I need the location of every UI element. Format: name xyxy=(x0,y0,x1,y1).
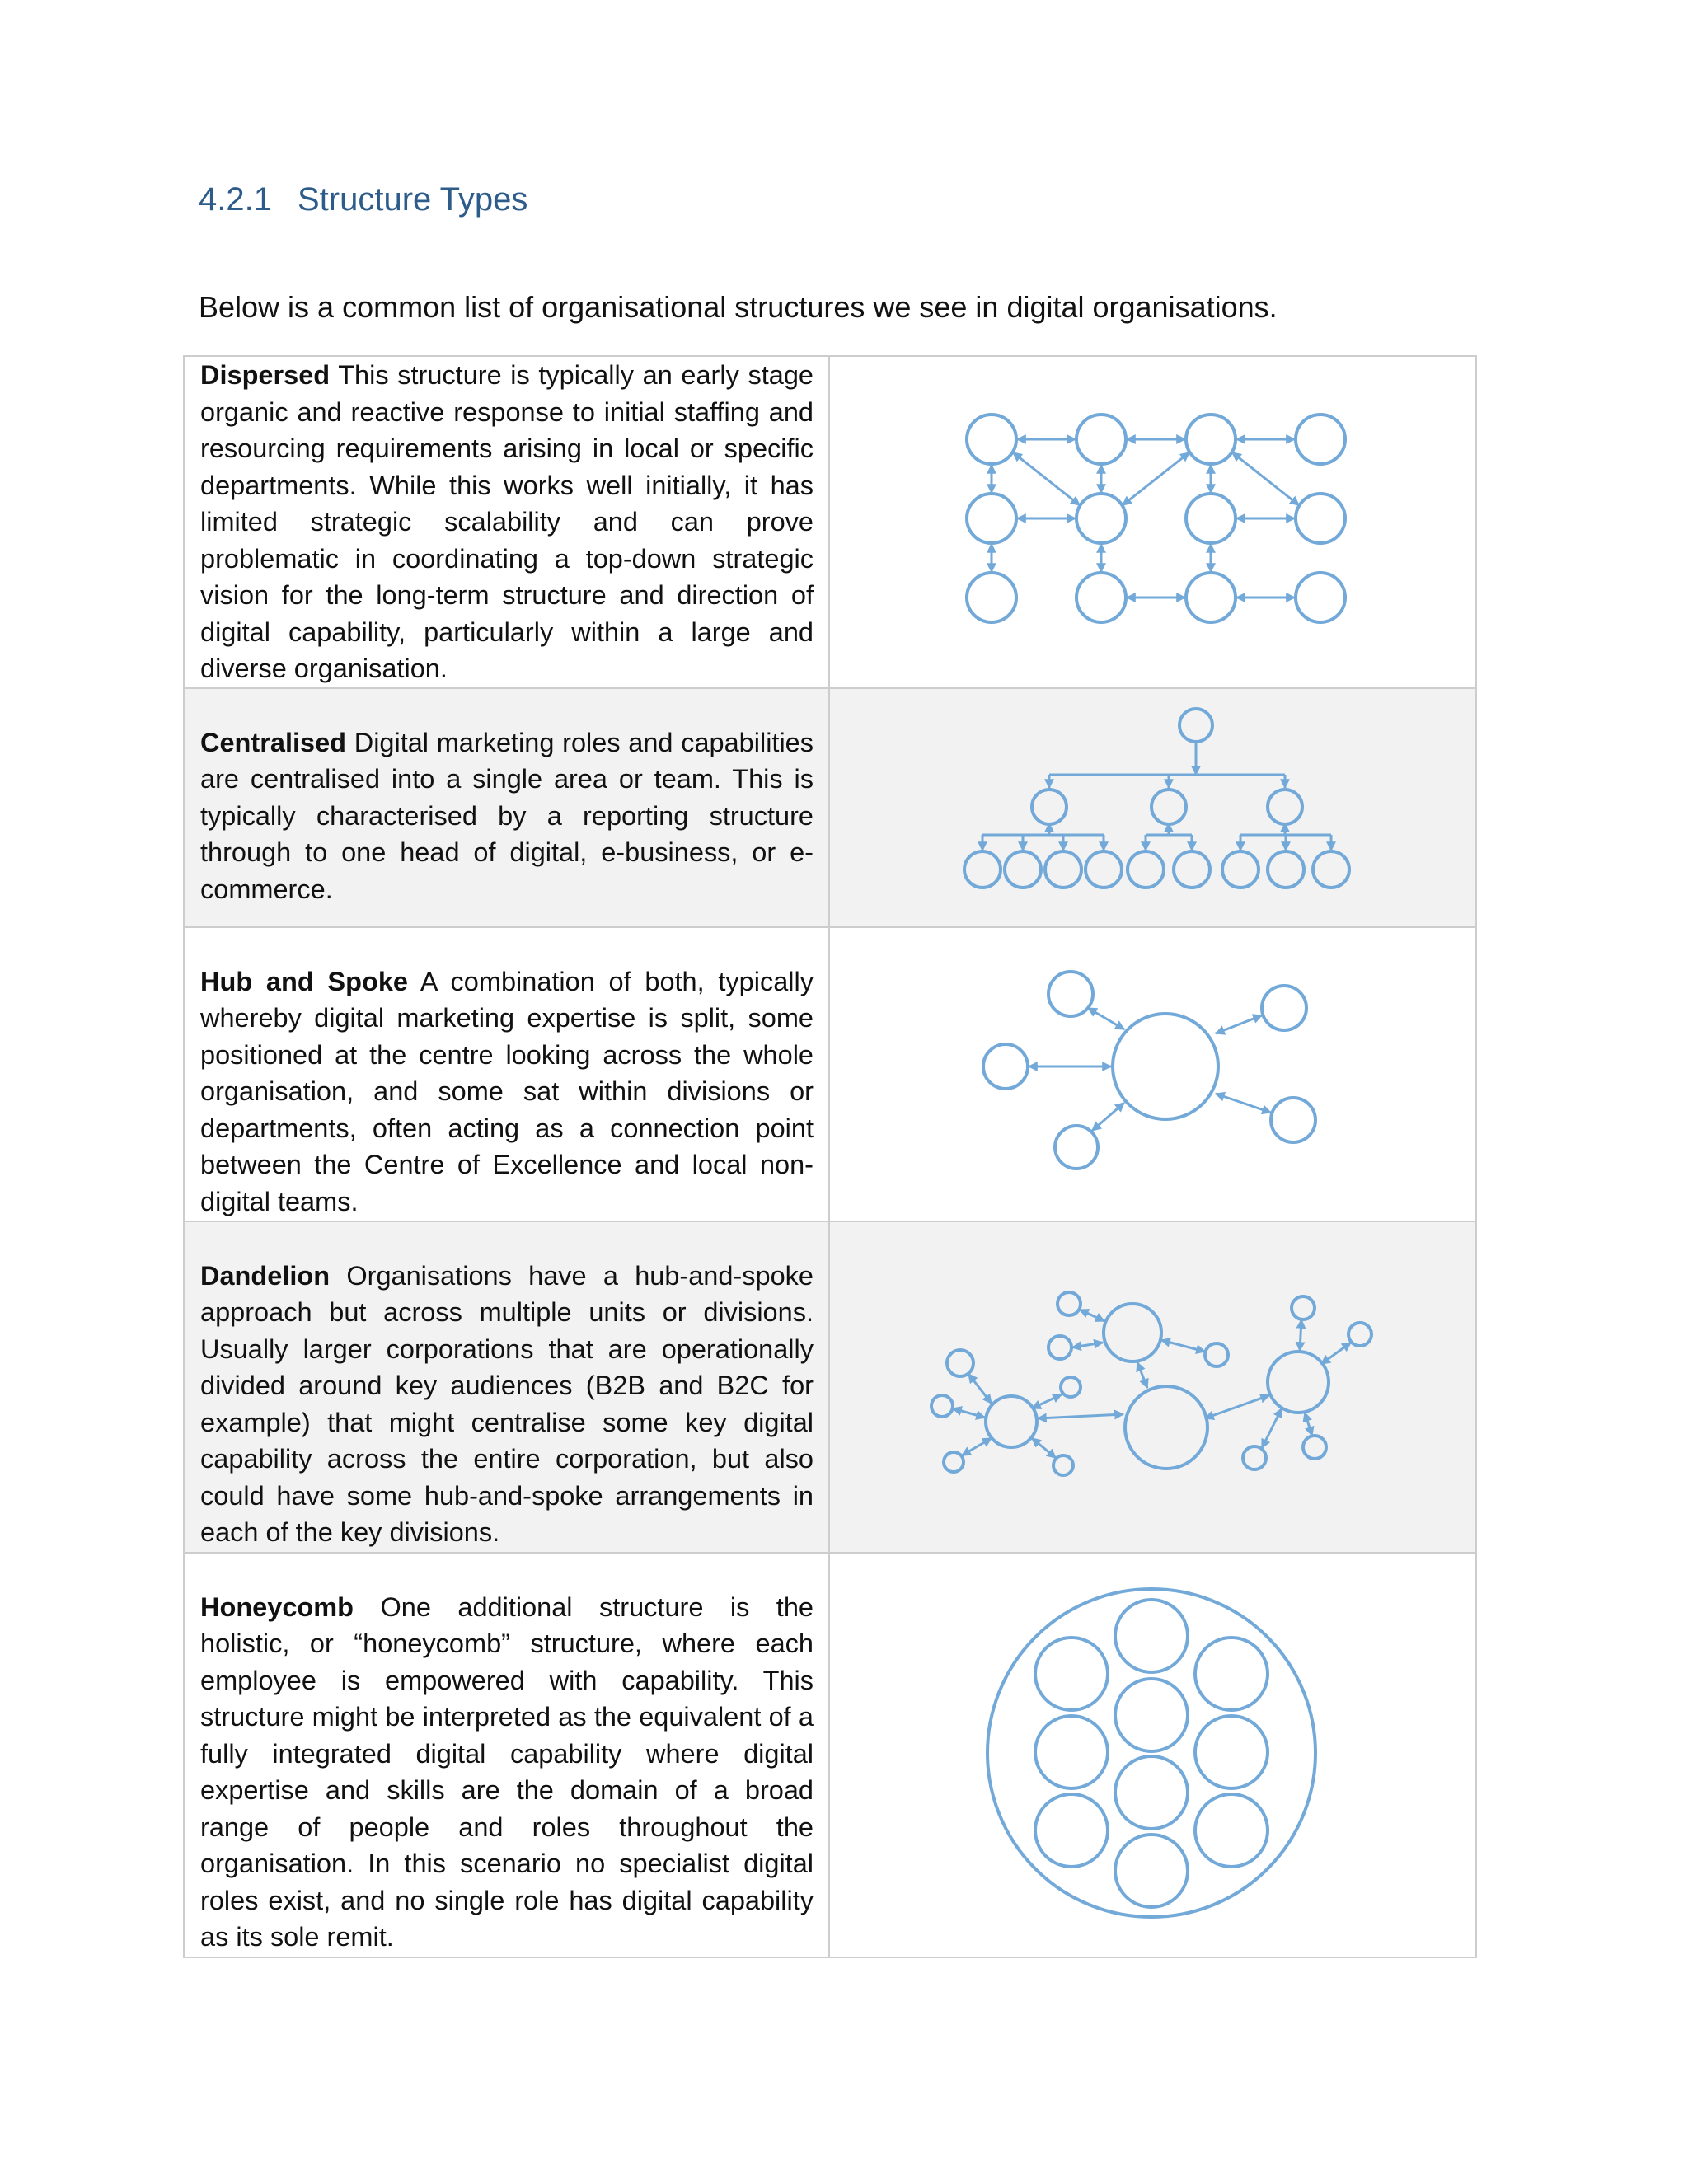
structure-term: Dandelion xyxy=(200,1260,331,1291)
diagram-node xyxy=(1125,1386,1207,1469)
diagram-connector xyxy=(1216,1015,1262,1033)
diagram-node xyxy=(1005,851,1041,888)
diagram-node xyxy=(1085,851,1122,888)
diagram-node xyxy=(1268,790,1302,824)
structure-text: One additional structure is the holistic, or “honeycomb” structure, where each employee is empowered with capability. This structure might be interpreted as the equivalent of a fully integrated digital capability where digital expertise and skills are the domain of a broad range of people and roles throughout the organisation. In this scenario no specialist digital roles exist, and no single role has digital capability as its sole remit. xyxy=(200,1591,814,1952)
section-heading xyxy=(199,181,528,218)
diagram-connector xyxy=(1300,1319,1301,1351)
diagram-node xyxy=(1268,851,1304,888)
diagram-node xyxy=(964,851,1001,888)
text-cell xyxy=(184,1553,829,1957)
diagram-node xyxy=(1053,1455,1073,1475)
structure-text: Digital marketing roles and capabilities are centralised into a single area or team. This is typically characterised by a reporting structure through to one head of digital, e-business, or e-commerce. xyxy=(200,727,814,904)
diagram-node xyxy=(944,1452,964,1472)
diagram-node xyxy=(1076,573,1126,622)
structure-description xyxy=(185,928,828,1221)
table-row-dispersed xyxy=(184,356,1476,688)
diagram-connector xyxy=(962,1438,992,1455)
diagram-node xyxy=(1057,1292,1081,1315)
diagram-node xyxy=(1076,494,1126,543)
diagram-connector xyxy=(1088,1008,1124,1029)
diagram-node xyxy=(1186,573,1236,622)
diagram-node xyxy=(983,1044,1028,1089)
dispersed-connectors xyxy=(992,439,1299,598)
diagram-connector xyxy=(1080,1310,1104,1321)
dandelion-nodes xyxy=(931,1292,1372,1475)
structure-term: Hub and Spoke xyxy=(200,966,408,996)
diagram-node xyxy=(1076,415,1126,464)
diagram-node xyxy=(1055,1126,1098,1169)
diagram-connector xyxy=(1205,1395,1269,1418)
dandelion-connectors xyxy=(953,1310,1351,1458)
section-number: 4.2.1 xyxy=(199,181,272,218)
diagram-node xyxy=(1061,1377,1081,1397)
dandelion-diagram xyxy=(830,1222,1475,1550)
hub-and-spoke-diagram xyxy=(830,928,1475,1219)
diagram-connector xyxy=(1072,1343,1103,1347)
diagram-connector xyxy=(968,1374,992,1404)
diagram-node xyxy=(1195,1794,1268,1867)
text-cell xyxy=(184,356,829,688)
text-cell xyxy=(184,688,829,927)
section-title: Structure Types xyxy=(298,181,528,218)
table-row-honeycomb xyxy=(184,1553,1476,1957)
structure-description xyxy=(185,1554,828,1956)
structure-description xyxy=(185,357,828,687)
centralised-diagram xyxy=(830,689,1475,925)
hub-and-spoke-connectors xyxy=(1029,1008,1271,1131)
diagram-node xyxy=(967,494,1016,543)
figure-cell xyxy=(829,927,1476,1221)
diagram-node xyxy=(1115,1835,1188,1907)
diagram-node xyxy=(1292,1296,1315,1319)
diagram-node xyxy=(1195,1638,1268,1710)
structure-types-table xyxy=(183,355,1477,1958)
diagram-node xyxy=(1035,1794,1108,1867)
diagram-node xyxy=(1115,1600,1188,1672)
diagram-node xyxy=(1296,494,1345,543)
table-row-hub-and-spoke xyxy=(184,927,1476,1221)
diagram-node xyxy=(986,1396,1037,1447)
table-row-centralised xyxy=(184,688,1476,927)
table-row-dandelion xyxy=(184,1221,1476,1553)
figure-cell xyxy=(829,1221,1476,1553)
structure-description xyxy=(185,1222,828,1551)
diagram-connector xyxy=(1305,1413,1312,1436)
diagram-node xyxy=(1222,851,1259,888)
diagram-node xyxy=(1045,851,1081,888)
diagram-node xyxy=(1268,1352,1329,1413)
diagram-node xyxy=(1048,1336,1071,1359)
diagram-node xyxy=(1104,1304,1161,1361)
diagram-node xyxy=(1048,972,1093,1016)
diagram-connector xyxy=(1123,452,1189,505)
diagram-node xyxy=(1296,573,1345,622)
structure-term: Honeycomb xyxy=(200,1591,354,1622)
diagram-node xyxy=(1271,1098,1315,1142)
honeycomb-nodes xyxy=(987,1589,1315,1917)
diagram-node xyxy=(1348,1323,1372,1346)
structure-term: Centralised xyxy=(200,727,347,757)
diagram-node xyxy=(947,1350,973,1376)
diagram-connector xyxy=(1321,1343,1351,1364)
diagram-connector xyxy=(1038,1414,1123,1418)
diagram-connector xyxy=(1092,1103,1124,1131)
structure-text: This structure is typically an early stage organic and reactive response to initial staffing and resourcing requirements arising in local or specific departments. While this works well initially, it has limited strategic scalability and can prove problematic in coordinating a top-down strategic vision for the long-term structure and direction of digital capability, particularly within a large and diverse organisation. xyxy=(200,360,814,683)
diagram-node xyxy=(1243,1446,1266,1469)
dispersed-diagram xyxy=(830,357,1475,684)
honeycomb-diagram xyxy=(830,1554,1475,1955)
diagram-node xyxy=(1128,851,1164,888)
diagram-node xyxy=(1115,1756,1188,1829)
figure-cell xyxy=(829,1553,1476,1957)
diagram-connector xyxy=(1161,1340,1205,1352)
diagram-node xyxy=(1113,1014,1218,1119)
diagram-node xyxy=(1179,709,1212,742)
diagram-connector xyxy=(1232,452,1299,505)
diagram-node xyxy=(1032,790,1067,824)
diagram-node xyxy=(1205,1343,1228,1366)
structure-text: Organisations have a hub-and-spoke approach but across multiple units or divisions. Usually larger corporations that are operationally divided around key audiences (B2B and B2C for example) that might centralise some key digital capability across the entire corporation, but also could have some hub-and-spoke arrangements in each of the key divisions. xyxy=(200,1260,814,1547)
figure-cell xyxy=(829,356,1476,688)
diagram-node xyxy=(1303,1436,1326,1459)
diagram-node xyxy=(1115,1679,1188,1751)
diagram-node xyxy=(1313,851,1349,888)
structure-description xyxy=(185,689,828,908)
diagram-node xyxy=(1195,1716,1268,1788)
figure-cell xyxy=(829,688,1476,927)
diagram-node xyxy=(967,415,1016,464)
hub-and-spoke-nodes xyxy=(983,972,1315,1169)
diagram-node xyxy=(1262,986,1306,1030)
intro-paragraph: Below is a common list of organisational structures we see in digital organisations. xyxy=(199,290,1278,324)
diagram-node xyxy=(1035,1638,1108,1710)
diagram-connector xyxy=(1013,452,1080,505)
diagram-connector xyxy=(1137,1362,1147,1388)
diagram-connector xyxy=(1216,1094,1271,1113)
diagram-node xyxy=(1296,415,1345,464)
centralised-nodes xyxy=(964,709,1349,888)
text-cell xyxy=(184,927,829,1221)
diagram-connector xyxy=(953,1408,985,1418)
diagram-node xyxy=(1186,494,1236,543)
structure-term: Dispersed xyxy=(200,360,331,390)
text-cell xyxy=(184,1221,829,1553)
diagram-connector xyxy=(1262,1408,1282,1448)
structure-text: A combination of both, typically whereby digital marketing expertise is split, some positioned at the centre looking across the whole organisation, and some sat within divisions or departments, often acting as a connection point between the Centre of Excellence and local non-digital teams. xyxy=(200,966,814,1216)
diagram-node xyxy=(1174,851,1210,888)
diagram-connector xyxy=(1032,1438,1056,1458)
diagram-node xyxy=(1035,1716,1108,1788)
diagram-connector xyxy=(1032,1394,1062,1408)
diagram-node xyxy=(967,573,1016,622)
diagram-node xyxy=(1186,415,1236,464)
diagram-node xyxy=(1151,790,1186,824)
diagram-node xyxy=(931,1395,953,1417)
